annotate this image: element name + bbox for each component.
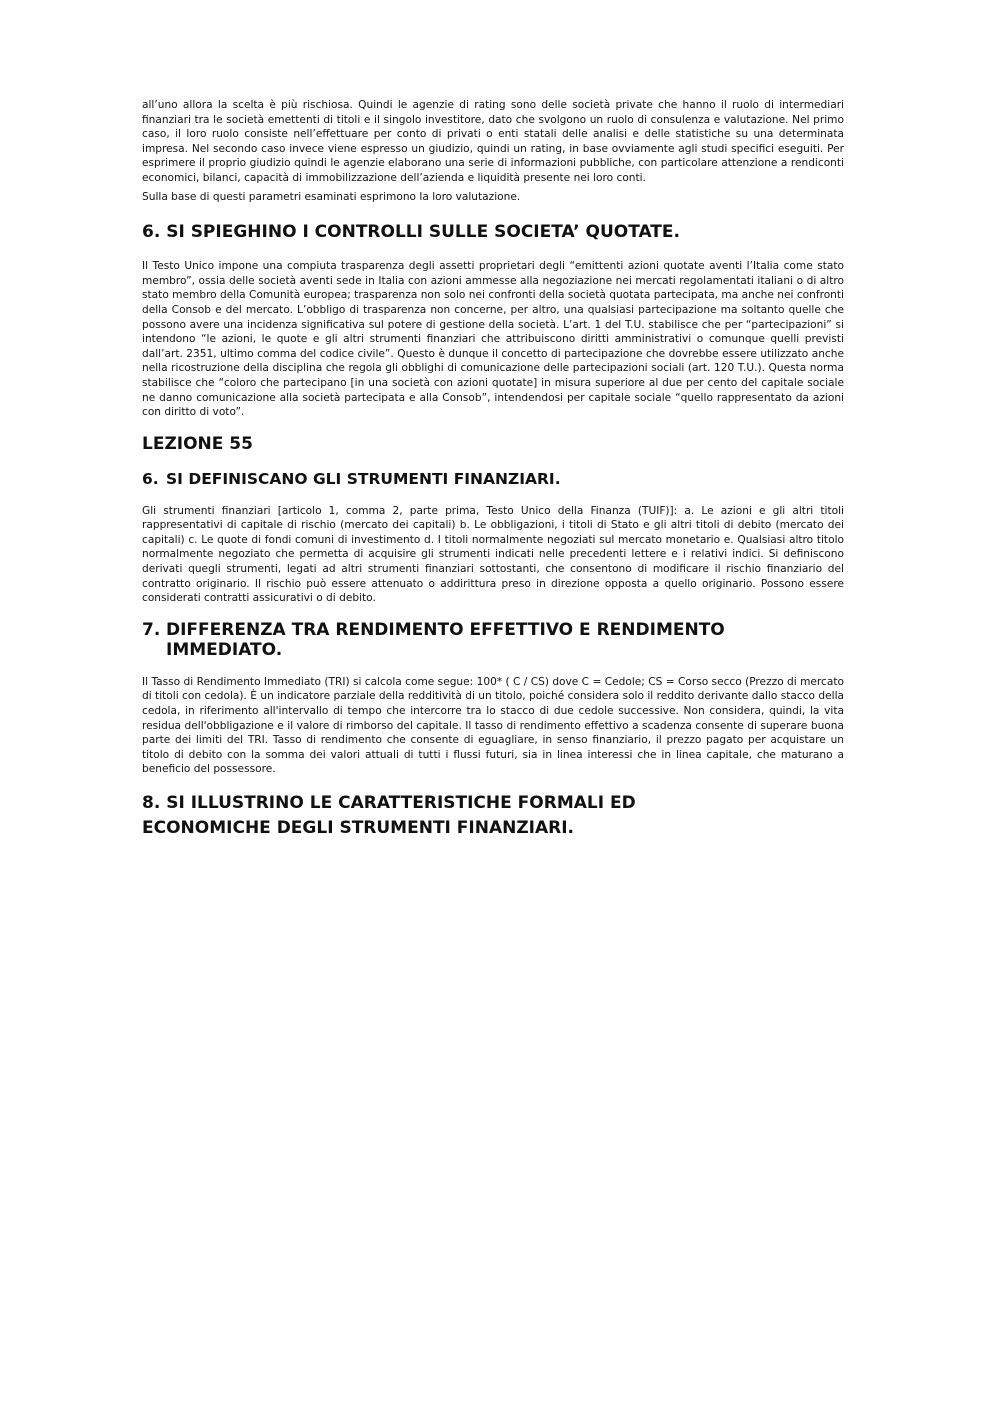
section-heading-controls: 6. SI SPIEGHINO I CONTROLLI SULLE SOCIETA’ QUOTATE. (142, 222, 680, 243)
section-heading-yield (142, 620, 844, 660)
heading-line: 8. SI ILLUSTRINO LE CARATTERISTICHE FORMALI ED (142, 793, 636, 813)
section-body-yield: Il Tasso di Rendimento Immediato (TRI) si calcola come segue: 100* ( C / CS) dove C = Cedole; CS = Corso secco (Prezzo di mercato di titoli con cedola). È un indicatore parziale della redditività di un titolo, poiché considera solo il reddito derivante dallo stacco della cedola, in riferimento all'intervallo di tempo che intercorre tra lo stacco di due cedole successive. Non considera, quindi, la vita residua dell'obbligazione e il valore di rimborso del capitale. Il tasso di rendimento effettivo a scadenza consente di superare buona parte dei limiti del TRI. Tasso di rendimento che consente di eguagliare, in senso finanziario, il prezzo pagato per acquistare un titolo di debito con la somma dei valori attuali di tutti i flussi futuri, sia in linea interessi che in linea capitale, che maturano a beneficio del possessore. (142, 675, 844, 776)
section-heading-text (166, 620, 725, 660)
intro-conclusion: Sulla base di questi parametri esaminati esprimono la loro valutazione. (142, 190, 521, 203)
document-page (142, 98, 844, 841)
intro-paragraph: all’uno allora la scelta è più rischiosa. Quindi le agenzie di rating sono delle società private che hanno il ruolo di intermediari finanziari tra le società emettenti di titoli e il singolo investitore, dato che svolgono un ruolo di consulenza e valutazione. Nel primo caso, il loro ruolo consiste nell’effettuare per conto di privati o enti statali delle analisi e delle statistiche su una determinata impresa. Nel secondo caso invece viene espresso un giudizio, quindi un rating, in base ovviamente agli studi specifici eseguiti. Per esprimere il proprio giudizio quindi le agenzie elaborano una serie di informazioni pubbliche, con particolare attenzione a rendiconti economici, bilanci, capacità di immobilizzazione dell’azienda e liquidità presente nei loro conti. (142, 99, 844, 184)
section-heading-instruments (142, 470, 844, 489)
section-number: 6. (142, 469, 159, 488)
section-body-instruments: Gli strumenti finanziari [articolo 1, comma 2, parte prima, Testo Unico della Finanza (TUIF)]: a. Le azioni e gli altri titoli rappresentativi di capitale di rischio (mercato dei capitali) b. Le obbligazioni, i titoli di Stato e gli altri titoli di debito (mercato dei capitali) c. Le quote di fondi comuni di investimento d. I titoli normalmente negoziati sul mercato monetario e. Qualsiasi altro titolo normalmente negoziato che permetta di acquisire gli strumenti indicati nelle precedenti lettere e i relativi indici. Si definiscono derivati quegli strumenti, legati ad altri strumenti finanziari sottostanti, che consentono di modificare il rischio finanziario del contratto originario. Il rischio può essere attenuato o addirittura preso in direzione opposta a quello originario. Possono essere considerati contratti assicurativi o di debito. (142, 504, 844, 605)
section-number: 7. (142, 619, 161, 640)
heading-line: DIFFERENZA TRA RENDIMENTO EFFETTIVO E RENDIMENTO (166, 619, 725, 640)
section-heading-features (142, 791, 844, 841)
lesson-title: LEZIONE 55 (142, 433, 253, 454)
section-body-controls: Il Testo Unico impone una compiuta trasparenza degli assetti proprietari degli “emittenti azioni quotate aventi l’Italia come stato membro”, ossia delle società aventi sede in Italia con azioni ammesse alla negoziazione nei mercati regolamentati italiani o di altro stato membro della Comunità europea; trasparenza non solo nei confronti della società quotata partecipata, ma anche nei confronti della Consob e del mercato. L’obbligo di trasparenza non concerne, per altro, una qualsiasi partecipazione ma soltanto quelle che possono avere una incidenza significativa sul potere di gestione della società. L’art. 1 del T.U. stabilisce che per “partecipazioni” si intendono “le azioni, le quote e gli altri strumenti finanziari che attribuiscono diritti amministrativi o comunque quelli previsti dall’art. 2351, ultimo comma del codice civile”. Questo è dunque il concetto di partecipazione che dovrebbe essere utilizzato anche nella ricostruzione della disciplina che regola gli obblighi di comunicazione delle partecipazioni sociali (art. 120 T.U.). Questa norma stabilisce che “coloro che partecipano [in una società con azioni quotate] in misura superiore al due per cento del capitale sociale ne danno comunicazione alla società partecipata e alla Consob”, intendendosi per capitale sociale “quello rappresentato da azioni con diritto di voto”. (142, 260, 844, 419)
heading-line: IMMEDIATO. (166, 639, 283, 660)
heading-line: ECONOMICHE DEGLI STRUMENTI FINANZIARI. (142, 818, 575, 838)
section-heading-text: SI DEFINISCANO GLI STRUMENTI FINANZIARI. (166, 469, 561, 488)
